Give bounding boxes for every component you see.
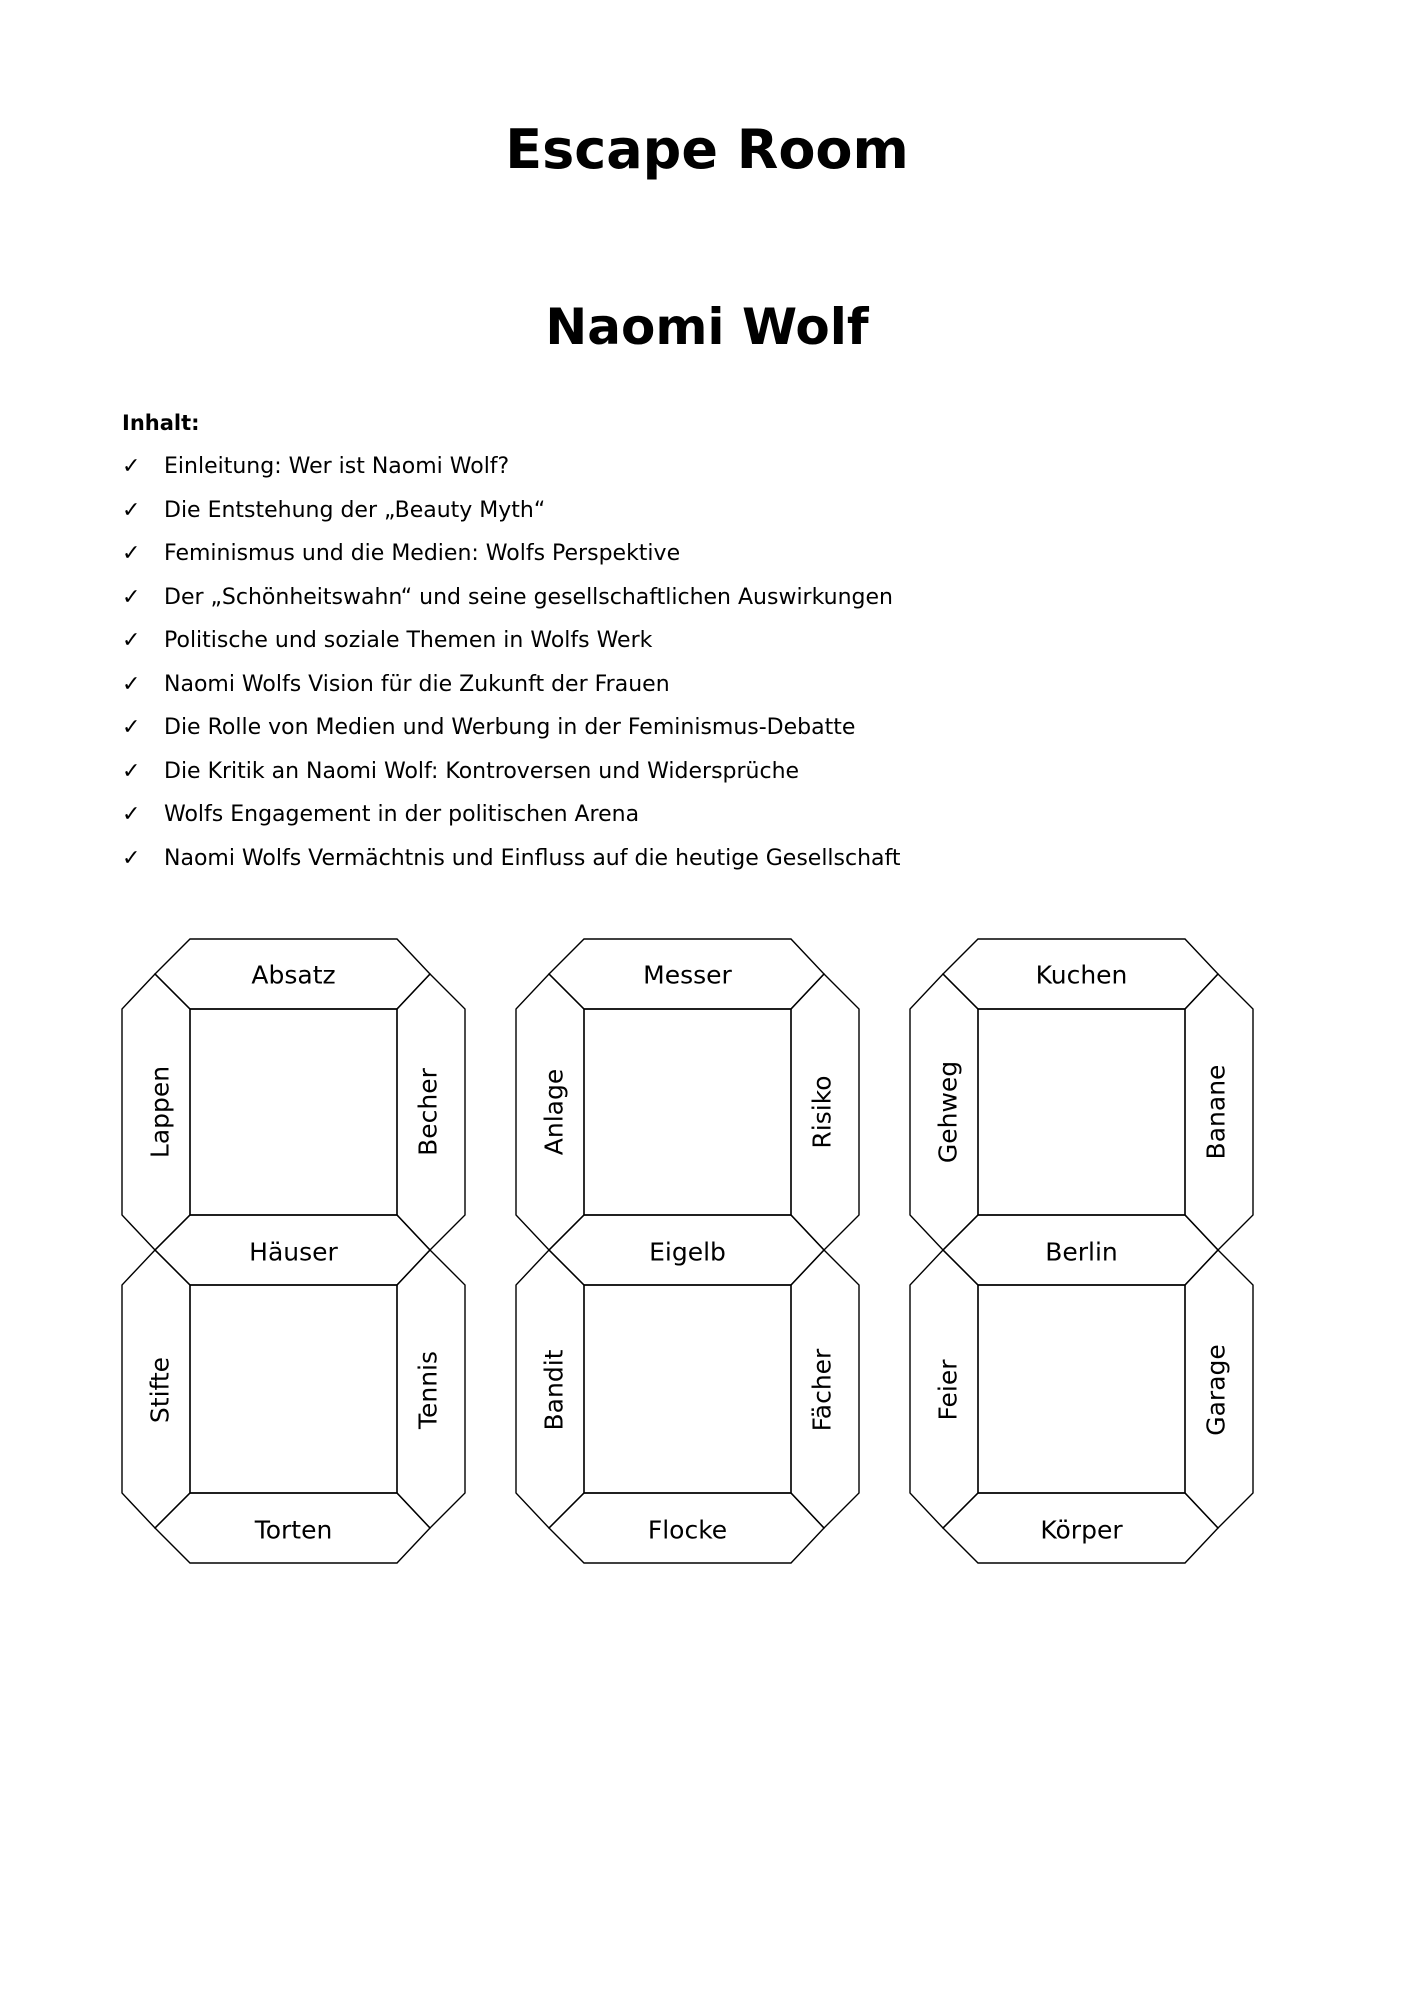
page-subtitle: Naomi Wolf [545, 298, 869, 356]
segment-middle-label: Berlin [1045, 1237, 1118, 1267]
list-item-text: Naomi Wolfs Vermächtnis und Einfluss auf die heutige Gesellschaft [164, 845, 901, 871]
answer-box-lower [584, 1285, 791, 1493]
segment-upper-left-label: Gehweg [933, 1060, 963, 1164]
segment-bottom-label: Körper [1040, 1515, 1123, 1545]
checkmark-icon: ✓ [122, 497, 141, 523]
segment-middle-label: Häuser [249, 1237, 338, 1267]
segment-upper-right-label: Becher [413, 1068, 443, 1156]
segment-top-label: Kuchen [1035, 960, 1128, 990]
answer-box-lower [978, 1285, 1185, 1493]
list-item-text: Feminismus und die Medien: Wolfs Perspektive [164, 541, 681, 566]
checkmark-icon: ✓ [122, 541, 141, 566]
segment-lower-right-label: Fächer [807, 1348, 837, 1432]
checkmark-icon: ✓ [122, 671, 141, 697]
checkmark-icon: ✓ [122, 584, 141, 610]
checkmark-icon: ✓ [122, 454, 141, 479]
digit-puzzle [910, 939, 1253, 1563]
answer-box-upper [978, 1009, 1185, 1215]
digit-puzzle [122, 939, 465, 1563]
checkmark-icon: ✓ [122, 802, 141, 827]
segment-middle-label: Eigelb [649, 1237, 726, 1267]
checkmark-icon: ✓ [122, 628, 141, 653]
segment-lower-left-label: Bandit [539, 1349, 569, 1431]
list-item-text: Die Kritik an Naomi Wolf: Kontroversen und Widersprüche [164, 758, 800, 784]
list-item-text: Der „Schönheitswahn“ und seine gesellschaftlichen Auswirkungen [164, 584, 893, 610]
page-title: Escape Room [505, 118, 909, 181]
list-item-text: Naomi Wolfs Vision für die Zukunft der Frauen [164, 671, 670, 697]
checkmark-icon: ✓ [122, 845, 141, 871]
list-item-text: Politische und soziale Themen in Wolfs Werk [164, 628, 653, 653]
segment-bottom-label: Torten [254, 1515, 333, 1545]
list-item-text: Einleitung: Wer ist Naomi Wolf? [164, 454, 510, 479]
segment-upper-left-label: Anlage [539, 1068, 569, 1156]
segment-lower-left-label: Stifte [145, 1356, 175, 1424]
segment-lower-right-label: Tennis [413, 1350, 443, 1430]
list-item-text: Die Entstehung der „Beauty Myth“ [164, 497, 546, 523]
segment-upper-left-label: Lappen [145, 1065, 175, 1159]
checkmark-icon: ✓ [122, 758, 141, 784]
segment-bottom-label: Flocke [647, 1515, 728, 1545]
segment-top-label: Messer [643, 960, 732, 990]
list-item-text: Die Rolle von Medien und Werbung in der Feminismus-Debatte [164, 715, 856, 740]
segment-upper-right-label: Banane [1201, 1064, 1231, 1160]
contents-label: Inhalt: [122, 411, 200, 435]
answer-box-upper [190, 1009, 397, 1215]
segment-upper-right-label: Risiko [807, 1075, 837, 1149]
segment-lower-left-label: Feier [933, 1359, 963, 1421]
list-item-text: Wolfs Engagement in der politischen Arena [164, 802, 640, 827]
segment-lower-right-label: Garage [1201, 1344, 1231, 1436]
segment-top-label: Absatz [251, 960, 336, 990]
digit-puzzle [516, 939, 859, 1563]
checkmark-icon: ✓ [122, 715, 141, 740]
answer-box-lower [190, 1285, 397, 1493]
answer-box-upper [584, 1009, 791, 1215]
